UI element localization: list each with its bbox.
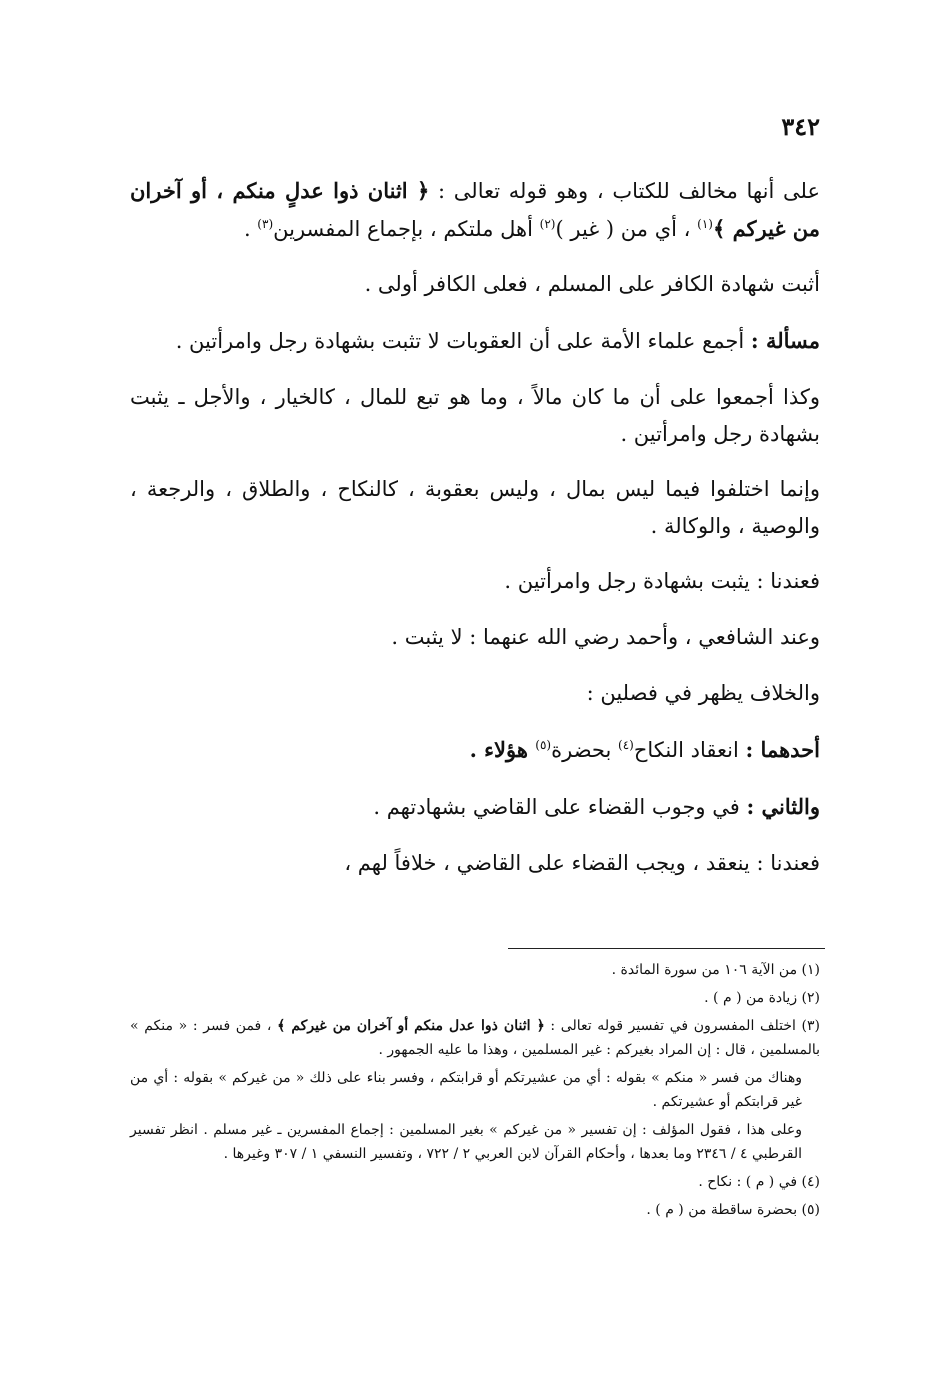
footnote-text: ، فمن فسر : « منكم » بالمسلمين ، قال : إن المراد بغيركم : غير المسلمين ، وهذا ما عليه الجمهور .	[130, 1018, 820, 1058]
quran-quote: ﴿ اثنان ذوا عدلٍ منكم ، أو آخران من غيركم ﴾	[130, 178, 820, 241]
paragraph-text: فعندنا : يثبت بشهادة رجل وامرأتين .	[504, 569, 820, 593]
footnote-separator	[508, 948, 825, 949]
footnote-3-conclusion: وعلى هذا ، فقول المؤلف : إن تفسير « من غيركم » بغير المسلمين : إجماع المفسرين ـ غير مسلم . انظر تفسير القرطبي ٤ / ٢٣٤٦ وما بعدها ، وأحكام القرآن لابن العربي ٢ / ٧٢٢ ، وتفسير النسفي ١ / ٣٠٧ وغيرها .	[130, 1122, 802, 1162]
footnote-4: (٤) في ( م ) : نكاح .	[698, 1174, 820, 1190]
footnote-3	[130, 1014, 820, 1062]
footnote-2: (٢) زيادة من ( م ) .	[704, 990, 820, 1006]
paragraph-text: أثبت شهادة الكافر على المسلم ، فعلى الكافر أولى .	[364, 272, 820, 296]
paragraph-9	[130, 731, 820, 769]
footnote-5: (٥) بحضرة ساقطة من ( م ) .	[646, 1202, 820, 1218]
paragraph-text: .	[243, 217, 258, 241]
paragraph-7	[130, 619, 820, 656]
paragraph-text: ، أي من ( غير )	[555, 217, 698, 241]
paragraph-3	[130, 322, 820, 360]
issue-heading: مسألة :	[750, 328, 820, 353]
paragraph-text: وإنما اختلفوا فيما ليس بمال ، وليس بعقوبة ، كالنكاح ، والطلاق ، والرجعة ، والوصية ، والوكالة .	[130, 477, 820, 538]
paragraph-1	[130, 172, 820, 248]
paragraph-text: بحضرة	[551, 738, 618, 762]
paragraph-text: والخلاف يظهر في فصلين :	[586, 681, 820, 705]
paragraph-4	[130, 379, 820, 453]
footnote-ref-5[interactable]: (٥)	[535, 738, 552, 752]
footnote-quran-quote: ﴿ اثنان ذوا عدل منكم أو آخران من غيركم ﴾	[277, 1018, 545, 1034]
paragraph-text: فعندنا : ينعقد ، ويجب القضاء على القاضي ، خلافاً لهم ،	[344, 851, 820, 875]
footnote-ref-1[interactable]: (١)	[697, 217, 713, 231]
footnotes	[130, 958, 820, 1226]
paragraph-8	[130, 675, 820, 712]
footnote-3-continued: وهناك من فسر « منكم » بقوله : أي من عشيرتكم أو قرابتكم ، وفسر بناء على ذلك « من غيركم » بقوله : أي من غير قرابتكم أو عشيرتكم .	[130, 1070, 802, 1110]
page-number: ٣٤٢	[781, 112, 820, 141]
footnote-1: (١) من الآية ١٠٦ من سورة المائدة .	[611, 962, 820, 978]
paragraph-5	[130, 471, 820, 545]
paragraph-11	[130, 845, 820, 882]
paragraph-text: أهل ملتكم ، بإجماع المفسرين	[273, 217, 540, 241]
footnote-text: (٣) اختلف المفسرون في تفسير قوله تعالى :	[544, 1018, 820, 1034]
first-point-heading: أحدهما :	[745, 737, 820, 762]
paragraph-2	[130, 266, 820, 303]
paragraph-text: على أنها مخالف للكتاب ، وهو قوله تعالى :	[429, 179, 820, 203]
paragraph-text: في وجوب القضاء على القاضي بشهادتهم .	[373, 795, 747, 819]
second-point-heading: والثاني :	[746, 794, 820, 819]
footnote-ref-4[interactable]: (٤)	[618, 738, 634, 752]
paragraph-text: وعند الشافعي ، وأحمد رضي الله عنهما : لا يثبت .	[391, 625, 820, 649]
paragraph-text: وكذا أجمعوا على أن ما كان مالاً ، وما هو تبع للمال ، كالخيار ، والأجل ـ يثبت بشهادة رجل وامرأتين .	[130, 385, 820, 446]
paragraph-10	[130, 788, 820, 826]
paragraph-6	[130, 563, 820, 600]
footnote-ref-3[interactable]: (٣)	[257, 217, 274, 231]
main-text	[130, 172, 820, 901]
footnote-ref-2[interactable]: (٢)	[539, 217, 556, 231]
paragraph-text: أجمع علماء الأمة على أن العقوبات لا تثبت بشهادة رجل وامرأتين .	[175, 329, 751, 353]
paragraph-text: انعقاد النكاح	[633, 738, 746, 762]
paragraph-text: هؤلاء .	[469, 737, 536, 762]
